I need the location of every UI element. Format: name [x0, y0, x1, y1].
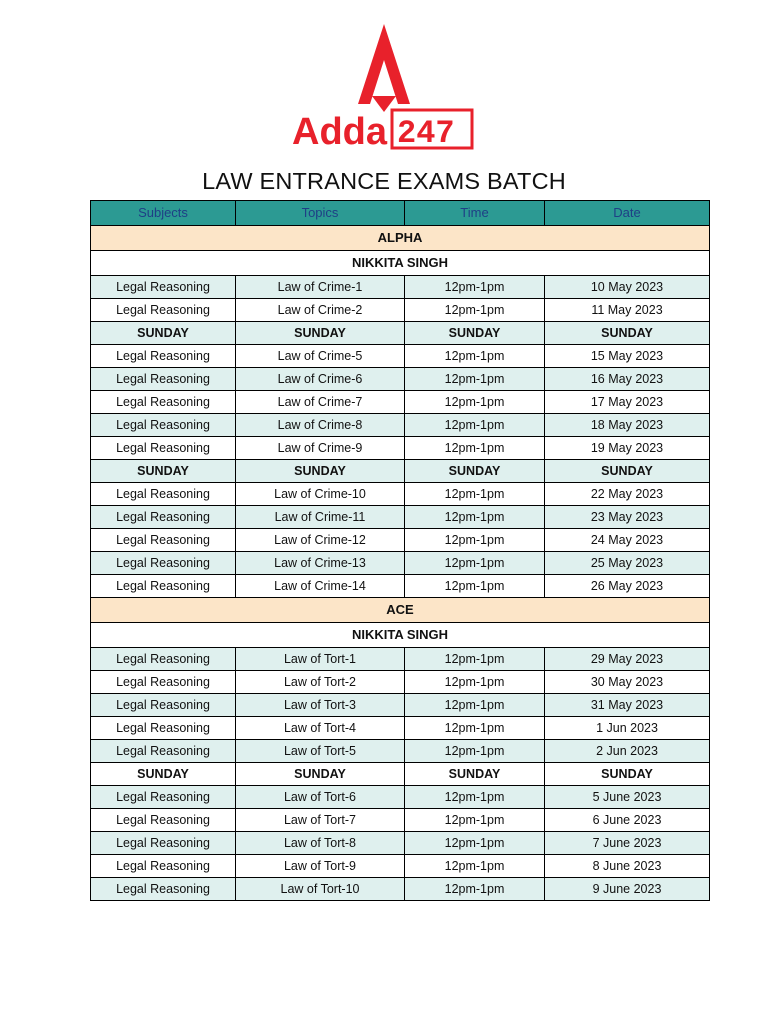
- cell-subject: Legal Reasoning: [91, 368, 236, 391]
- cell-subject: SUNDAY: [91, 460, 236, 483]
- cell-subject: Legal Reasoning: [91, 552, 236, 575]
- cell-topic: Law of Crime-10: [236, 483, 405, 506]
- cell-subject: Legal Reasoning: [91, 878, 236, 901]
- cell-subject: Legal Reasoning: [91, 506, 236, 529]
- cell-subject: Legal Reasoning: [91, 832, 236, 855]
- cell-topic: Law of Tort-7: [236, 809, 405, 832]
- cell-time: 12pm-1pm: [405, 855, 545, 878]
- cell-time: 12pm-1pm: [405, 299, 545, 322]
- cell-date: 15 May 2023: [545, 345, 710, 368]
- table-row: [91, 809, 710, 832]
- cell-time: 12pm-1pm: [405, 786, 545, 809]
- cell-subject: Legal Reasoning: [91, 575, 236, 598]
- cell-subject: SUNDAY: [91, 763, 236, 786]
- column-header-topics: Topics: [236, 201, 405, 226]
- cell-date: 23 May 2023: [545, 506, 710, 529]
- column-header-time: Time: [405, 201, 545, 226]
- cell-topic: Law of Tort-1: [236, 648, 405, 671]
- cell-topic: Law of Crime-8: [236, 414, 405, 437]
- cell-time: 12pm-1pm: [405, 506, 545, 529]
- sunday-row: [91, 763, 710, 786]
- cell-topic: SUNDAY: [236, 322, 405, 345]
- cell-time: 12pm-1pm: [405, 437, 545, 460]
- cell-subject: Legal Reasoning: [91, 483, 236, 506]
- cell-time: 12pm-1pm: [405, 552, 545, 575]
- cell-subject: Legal Reasoning: [91, 786, 236, 809]
- table-row: [91, 276, 710, 299]
- cell-time: SUNDAY: [405, 460, 545, 483]
- cell-topic: Law of Tort-4: [236, 717, 405, 740]
- table-row: [91, 740, 710, 763]
- cell-date: 25 May 2023: [545, 552, 710, 575]
- teacher-row: [91, 623, 710, 648]
- table-row: [91, 414, 710, 437]
- cell-subject: Legal Reasoning: [91, 529, 236, 552]
- sunday-row: [91, 322, 710, 345]
- cell-subject: Legal Reasoning: [91, 648, 236, 671]
- cell-topic: Law of Tort-9: [236, 855, 405, 878]
- cell-topic: SUNDAY: [236, 460, 405, 483]
- cell-date: 6 June 2023: [545, 809, 710, 832]
- cell-time: 12pm-1pm: [405, 368, 545, 391]
- cell-time: 12pm-1pm: [405, 483, 545, 506]
- cell-topic: Law of Crime-7: [236, 391, 405, 414]
- page-title: LAW ENTRANCE EXAMS BATCH: [202, 168, 566, 194]
- cell-topic: Law of Crime-2: [236, 299, 405, 322]
- cell-date: 29 May 2023: [545, 648, 710, 671]
- cell-topic: Law of Crime-9: [236, 437, 405, 460]
- cell-date: SUNDAY: [545, 322, 710, 345]
- cell-date: 31 May 2023: [545, 694, 710, 717]
- table-row: [91, 717, 710, 740]
- batch-row: [91, 226, 710, 251]
- adda247-logo-mark: [284, 22, 484, 154]
- cell-topic: Law of Tort-6: [236, 786, 405, 809]
- teacher-name: NIKKITA SINGH: [91, 251, 710, 276]
- cell-time: 12pm-1pm: [405, 575, 545, 598]
- cell-time: 12pm-1pm: [405, 529, 545, 552]
- batch-name: ALPHA: [91, 226, 710, 251]
- teacher-row: [91, 251, 710, 276]
- cell-topic: Law of Tort-10: [236, 878, 405, 901]
- table-row: [91, 483, 710, 506]
- cell-topic: Law of Tort-3: [236, 694, 405, 717]
- sunday-row: [91, 460, 710, 483]
- cell-time: 12pm-1pm: [405, 648, 545, 671]
- schedule-body: [91, 226, 710, 901]
- table-row: [91, 391, 710, 414]
- cell-date: 22 May 2023: [545, 483, 710, 506]
- cell-time: 12pm-1pm: [405, 740, 545, 763]
- cell-topic: Law of Crime-13: [236, 552, 405, 575]
- cell-topic: SUNDAY: [236, 763, 405, 786]
- cell-time: 12pm-1pm: [405, 276, 545, 299]
- cell-date: 8 June 2023: [545, 855, 710, 878]
- table-header-row: [91, 201, 710, 226]
- cell-time: 12pm-1pm: [405, 391, 545, 414]
- cell-topic: Law of Tort-2: [236, 671, 405, 694]
- cell-date: 9 June 2023: [545, 878, 710, 901]
- cell-time: 12pm-1pm: [405, 878, 545, 901]
- cell-topic: Law of Tort-8: [236, 832, 405, 855]
- cell-topic: Law of Crime-12: [236, 529, 405, 552]
- svg-text:247: 247: [397, 115, 455, 152]
- table-row: [91, 786, 710, 809]
- cell-subject: Legal Reasoning: [91, 276, 236, 299]
- batch-name: ACE: [91, 598, 710, 623]
- cell-subject: Legal Reasoning: [91, 671, 236, 694]
- cell-date: 24 May 2023: [545, 529, 710, 552]
- cell-date: SUNDAY: [545, 460, 710, 483]
- batch-row: [91, 598, 710, 623]
- cell-topic: Law of Crime-6: [236, 368, 405, 391]
- column-header-date: Date: [545, 201, 710, 226]
- cell-date: 2 Jun 2023: [545, 740, 710, 763]
- table-row: [91, 368, 710, 391]
- table-row: [91, 694, 710, 717]
- cell-date: SUNDAY: [545, 763, 710, 786]
- cell-date: 18 May 2023: [545, 414, 710, 437]
- table-row: [91, 437, 710, 460]
- cell-date: 19 May 2023: [545, 437, 710, 460]
- cell-date: 26 May 2023: [545, 575, 710, 598]
- cell-time: 12pm-1pm: [405, 414, 545, 437]
- cell-topic: Law of Crime-14: [236, 575, 405, 598]
- cell-date: 30 May 2023: [545, 671, 710, 694]
- cell-date: 16 May 2023: [545, 368, 710, 391]
- table-row: [91, 529, 710, 552]
- cell-subject: Legal Reasoning: [91, 414, 236, 437]
- cell-subject: Legal Reasoning: [91, 391, 236, 414]
- cell-date: 5 June 2023: [545, 786, 710, 809]
- cell-subject: Legal Reasoning: [91, 809, 236, 832]
- cell-time: 12pm-1pm: [405, 832, 545, 855]
- cell-date: 17 May 2023: [545, 391, 710, 414]
- table-row: [91, 299, 710, 322]
- cell-subject: Legal Reasoning: [91, 694, 236, 717]
- cell-date: 1 Jun 2023: [545, 717, 710, 740]
- cell-subject: Legal Reasoning: [91, 345, 236, 368]
- cell-time: 12pm-1pm: [405, 809, 545, 832]
- cell-time: 12pm-1pm: [405, 694, 545, 717]
- cell-topic: Law of Crime-1: [236, 276, 405, 299]
- cell-date: 11 May 2023: [545, 299, 710, 322]
- cell-time: SUNDAY: [405, 763, 545, 786]
- table-row: [91, 506, 710, 529]
- schedule-table: [90, 200, 710, 901]
- cell-topic: Law of Crime-11: [236, 506, 405, 529]
- table-row: [91, 648, 710, 671]
- column-header-subjects: Subjects: [91, 201, 236, 226]
- table-row: [91, 671, 710, 694]
- svg-text:Adda: Adda: [292, 111, 387, 153]
- table-row: [91, 552, 710, 575]
- adda247-logo: [0, 22, 768, 154]
- cell-subject: Legal Reasoning: [91, 299, 236, 322]
- cell-time: 12pm-1pm: [405, 717, 545, 740]
- cell-subject: Legal Reasoning: [91, 855, 236, 878]
- cell-time: SUNDAY: [405, 322, 545, 345]
- cell-subject: SUNDAY: [91, 322, 236, 345]
- table-row: [91, 575, 710, 598]
- cell-date: 10 May 2023: [545, 276, 710, 299]
- cell-time: 12pm-1pm: [405, 345, 545, 368]
- cell-subject: Legal Reasoning: [91, 740, 236, 763]
- teacher-name: NIKKITA SINGH: [91, 623, 710, 648]
- cell-subject: Legal Reasoning: [91, 717, 236, 740]
- table-row: [91, 345, 710, 368]
- cell-subject: Legal Reasoning: [91, 437, 236, 460]
- cell-time: 12pm-1pm: [405, 671, 545, 694]
- cell-topic: Law of Tort-5: [236, 740, 405, 763]
- cell-topic: Law of Crime-5: [236, 345, 405, 368]
- cell-date: 7 June 2023: [545, 832, 710, 855]
- table-row: [91, 832, 710, 855]
- table-row: [91, 878, 710, 901]
- table-row: [91, 855, 710, 878]
